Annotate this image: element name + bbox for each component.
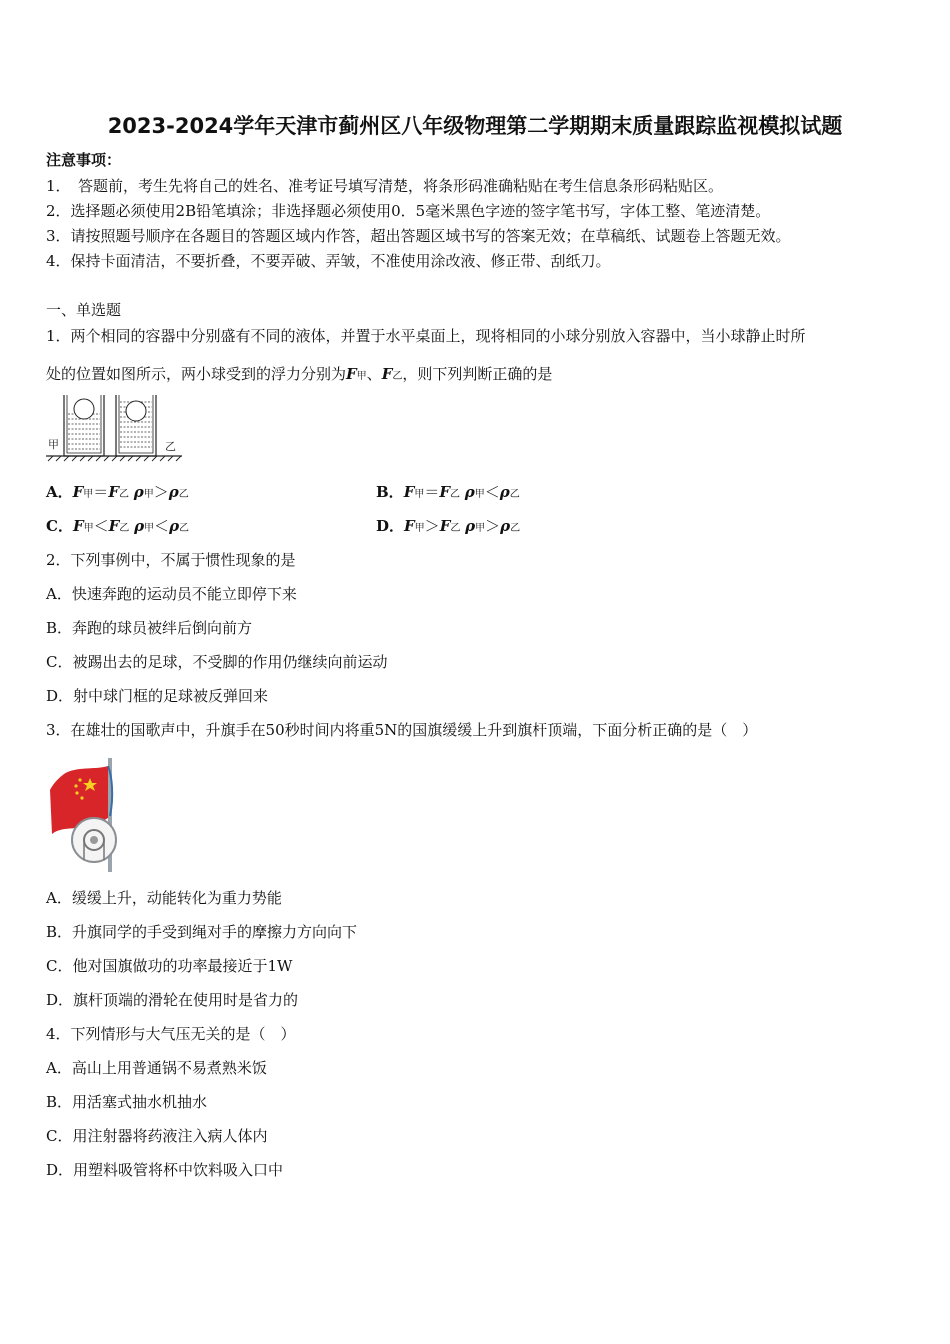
q4-option-d: D．用塑料吸管将杯中饮料吸入口中 xyxy=(46,1161,284,1179)
q2-option-b: B．奔跑的球员被绊后倒向前方 xyxy=(46,619,253,637)
page-title: 2023-2024学年天津市蓟州区八年级物理第二学期期末质量跟踪监视模拟试题 xyxy=(107,114,843,138)
q3-option-b: B．升旗同学的手受到绳对手的摩擦力方向向下 xyxy=(46,923,358,941)
q4-stem: 4．下列情形与大气压无关的是（ ） xyxy=(46,1025,296,1043)
q2-option-c: C．被踢出去的足球，不受脚的作用仍继续向前运动 xyxy=(46,653,388,671)
q3-option-a: A．缓缓上升，动能转化为重力势能 xyxy=(46,889,282,907)
q3-stem: 3．在雄壮的国歌声中，升旗手在50秒时间内将重5N的国旗缓缓上升到旗杆顶端，下面分析正确的是（ ） xyxy=(46,721,758,739)
notice-heading: 注意事项： xyxy=(46,151,122,169)
container-jia xyxy=(64,395,104,456)
q1-option-d: D．F甲＞F乙 ρ甲＞ρ乙 xyxy=(376,517,521,535)
q1-stem-line1: 1．两个相同的容器中分别盛有不同的液体，并置于水平桌面上，现将相同的小球分别放入容器中，当小球静止时所 xyxy=(46,327,806,345)
section-heading: 一、单选题 xyxy=(46,301,122,319)
notice-item: 1． 答题前，考生先将自己的姓名、准考证号填写清楚，将条形码准确粘贴在考生信息条形码粘贴区。 xyxy=(46,177,724,195)
fig-label-yi: 乙 xyxy=(165,440,176,453)
q2-option-d: D．射中球门框的足球被反弹回来 xyxy=(46,687,269,705)
q1-option-c: C．F甲＜F乙 ρ甲＜ρ乙 xyxy=(46,517,190,535)
container-yi xyxy=(116,395,156,456)
q4-option-c: C．用注射器将药液注入病人体内 xyxy=(46,1127,268,1145)
notice-item: 2．选择题必须使用2B铅笔填涂；非选择题必须使用0．5毫米黑色字迹的签字笔书写，字体工整、笔迹清楚。 xyxy=(46,202,771,220)
q1-option-b: B．F甲＝F乙 ρ甲＜ρ乙 xyxy=(376,483,520,501)
q1-option-a: A．F甲＝F乙 ρ甲＞ρ乙 xyxy=(46,483,189,501)
notice-item: 3．请按照题号顺序在各题目的答题区域内作答，超出答题区域书写的答案无效；在草稿纸、试题卷上答题无效。 xyxy=(46,227,791,245)
q2-option-a: A．快速奔跑的运动员不能立即停下来 xyxy=(46,585,297,603)
q3-option-d: D．旗杆顶端的滑轮在使用时是省力的 xyxy=(46,991,299,1009)
fig-label-jia: 甲 xyxy=(48,438,59,451)
flag-pulley-image xyxy=(46,756,124,874)
q1-stem-line2: 处的位置如图所示，两小球受到的浮力分别为F甲、F乙，则下列判断正确的是 xyxy=(46,365,553,383)
q4-option-b: B．用活塞式抽水机抽水 xyxy=(46,1093,208,1111)
notice-item: 4．保持卡面清洁，不要折叠，不要弄破、弄皱，不准使用涂改液、修正带、刮纸刀。 xyxy=(46,252,611,270)
q4-option-a: A．高山上用普通锅不易煮熟米饭 xyxy=(46,1059,267,1077)
q3-option-c: C．他对国旗做功的功率最接近于1W xyxy=(46,957,293,975)
q2-stem: 2．下列事例中，不属于惯性现象的是 xyxy=(46,551,296,569)
q1-containers-figure xyxy=(44,392,184,462)
